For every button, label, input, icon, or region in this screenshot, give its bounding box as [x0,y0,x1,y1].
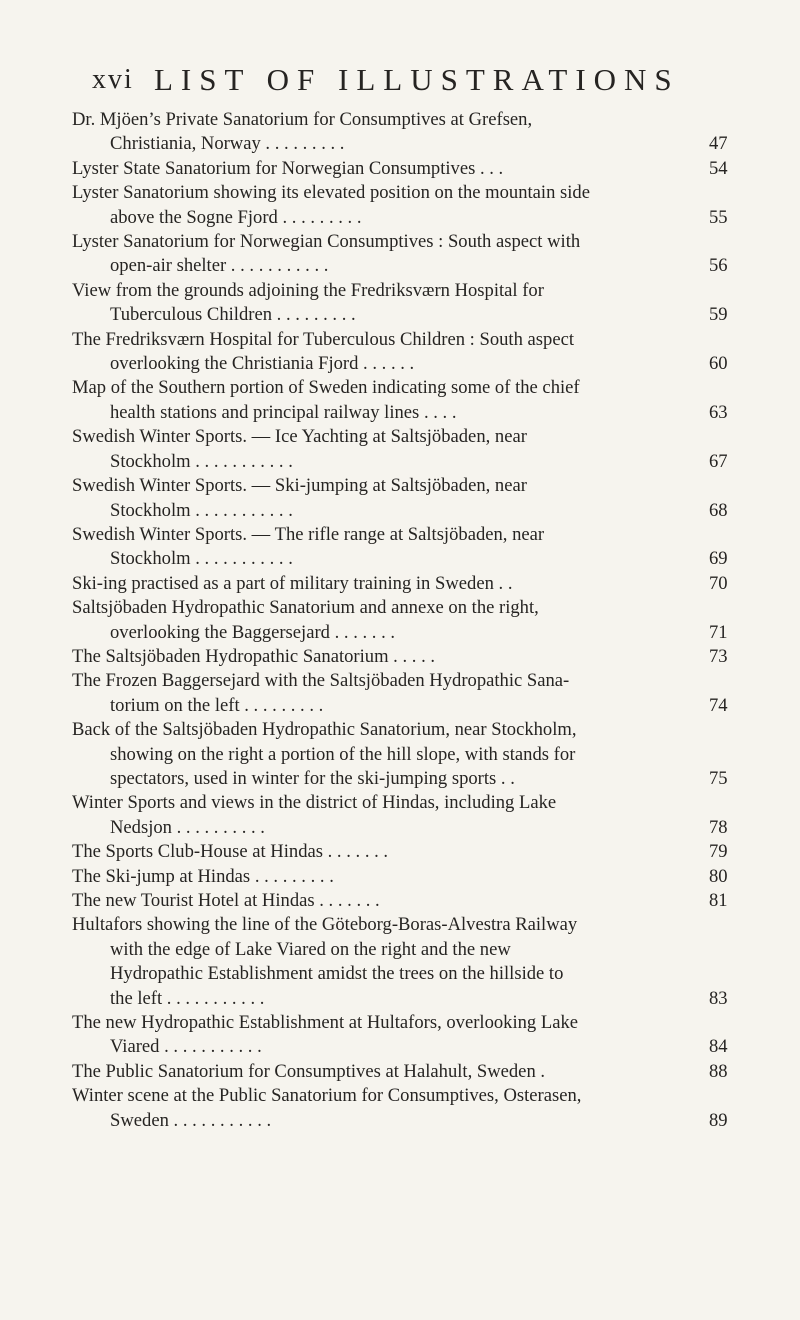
illustration-entry [72,865,757,889]
entry-caption-line: overlooking the Baggersejard . . . . . . . [110,621,396,643]
illustration-entry [72,181,757,230]
entry-caption-line: showing on the right a portion of the hill slope, with stands for [110,743,576,765]
entry-caption-line: with the edge of Lake Viared on the right and the new [110,938,511,960]
illustration-entry [72,840,757,864]
entry-page-number: 56 [709,255,728,277]
entry-caption-line: Winter scene at the Public Sanatorium for Consumptives, Osterasen, [72,1085,582,1107]
entry-page-number: 84 [709,1036,728,1058]
illustration-entry [72,376,757,425]
entry-caption-line: Tuberculous Children . . . . . . . . . [110,304,356,326]
entry-caption-line: Viared . . . . . . . . . . . [110,1036,262,1058]
entry-page-number: 68 [709,499,728,521]
entry-page-number: 75 [709,767,728,789]
entry-caption-line: The new Hydropathic Establishment at Hultafors, overlooking Lake [72,1012,579,1034]
entry-caption-line: Stockholm . . . . . . . . . . . [110,548,293,570]
entry-page-number: 55 [709,206,728,228]
illustration-entry [72,1060,757,1084]
entry-page-number: 88 [709,1060,728,1082]
entry-caption-line: Winter Sports and views in the district of Hindas, including Lake [72,792,557,814]
illustration-entry [72,230,757,279]
entry-page-number: 67 [709,450,728,472]
entry-caption-line: spectators, used in winter for the ski-jumping sports . . [110,767,515,789]
entry-caption-line: open-air shelter . . . . . . . . . . . [110,255,329,277]
entry-caption-line: The Sports Club-House at Hindas . . . . . . . [72,841,389,863]
entry-caption-line: Swedish Winter Sports. — The rifle range at Saltsjöbaden, near [72,523,545,545]
illustration-entry [72,913,757,1011]
entry-page-number: 69 [709,548,728,570]
illustration-entry [72,425,757,474]
entry-caption-line: Dr. Mjöen’s Private Sanatorium for Consumptives at Grefsen, [72,109,533,130]
illustration-entry [72,596,757,645]
entry-caption-line: above the Sogne Fjord . . . . . . . . . [110,206,362,228]
illustration-entry [72,523,757,572]
illustration-entry [72,669,757,718]
entry-caption-line: Saltsjöbaden Hydropathic Sanatorium and annexe on the right, [72,597,539,619]
entry-caption-line: Lyster Sanatorium for Norwegian Consumptives : South aspect with [72,231,581,253]
entry-page-number: 71 [709,621,728,643]
entry-caption-line: Hydropathic Establishment amidst the trees on the hillside to [110,963,564,985]
illustration-entry [72,572,757,596]
entry-caption-line: Hultafors showing the line of the Göteborg-Boras-Alvestra Railway [72,914,578,936]
page-header [92,58,732,98]
entry-caption-line: The Ski-jump at Hindas . . . . . . . . . [72,865,334,887]
entry-page-number: 80 [709,865,728,887]
illustration-list [72,108,757,1133]
entry-caption-line: overlooking the Christiania Fjord . . . . . . [110,353,415,375]
illustration-entry [72,718,757,791]
entry-caption-line: Ski-ing practised as a part of military training in Sweden . . [72,572,513,594]
entry-caption-line: Swedish Winter Sports. — Ice Yachting at Saltsjöbaden, near [72,426,527,448]
entry-page-number: 89 [709,1109,728,1131]
entry-page-number: 74 [709,694,728,716]
entry-caption-line: Stockholm . . . . . . . . . . . [110,499,293,521]
illustration-entry [72,889,757,913]
entry-caption-line: Stockholm . . . . . . . . . . . [110,450,293,472]
entry-caption-line: the left . . . . . . . . . . . [110,987,265,1009]
illustration-entry [72,1011,757,1060]
entry-page-number: 63 [709,401,728,423]
entry-caption-line: torium on the left . . . . . . . . . [110,694,324,716]
illustration-entry [72,108,757,157]
entry-caption-line: The Public Sanatorium for Consumptives at Halahult, Sweden . [72,1060,546,1082]
entry-page-number: 60 [709,353,728,375]
entry-page-number: 59 [709,304,728,326]
entry-page-number: 73 [709,645,728,667]
entry-caption-line: Lyster State Sanatorium for Norwegian Consumptives . . . [72,157,504,179]
running-title: LIST OF ILLUSTRATIONS [154,62,680,97]
entry-caption-line: Swedish Winter Sports. — Ski-jumping at Saltsjöbaden, near [72,475,527,497]
entry-caption-line: View from the grounds adjoining the Fredriksværn Hospital for [72,279,544,301]
illustration-entry [72,279,757,328]
entry-caption-line: The Fredriksværn Hospital for Tuberculous Children : South aspect [72,328,574,350]
illustration-entry [72,645,757,669]
page-folio: xvi [92,64,134,95]
entry-page-number: 78 [709,816,728,838]
entry-caption-line: Christiania, Norway . . . . . . . . . [110,133,345,155]
entry-caption-line: Lyster Sanatorium showing its elevated position on the mountain side [72,182,590,204]
illustration-entry [72,791,757,840]
entry-caption-line: The new Tourist Hotel at Hindas . . . . . . . [72,890,380,911]
entry-page-number: 70 [709,572,728,594]
entry-caption-line: Nedsjon . . . . . . . . . . [110,816,265,838]
entry-page-number: 81 [709,890,728,911]
entry-caption-line: Sweden . . . . . . . . . . . [110,1109,272,1131]
entry-caption-line: The Frozen Baggersejard with the Saltsjöbaden Hydropathic Sana- [72,670,570,692]
illustration-entry [72,328,757,377]
illustration-entry [72,1084,757,1133]
entry-page-number: 47 [709,133,728,155]
entry-page-number: 83 [709,987,728,1009]
entry-caption-line: health stations and principal railway lines . . . . [110,401,457,423]
entry-caption-line: The Saltsjöbaden Hydropathic Sanatorium . . . . . [72,645,436,667]
illustration-entry [72,157,757,181]
illustration-entry [72,474,757,523]
entry-caption-line: Back of the Saltsjöbaden Hydropathic Sanatorium, near Stockholm, [72,719,577,741]
entry-page-number: 54 [709,157,728,179]
entry-page-number: 79 [709,841,728,863]
entry-caption-line: Map of the Southern portion of Sweden indicating some of the chief [72,377,580,399]
